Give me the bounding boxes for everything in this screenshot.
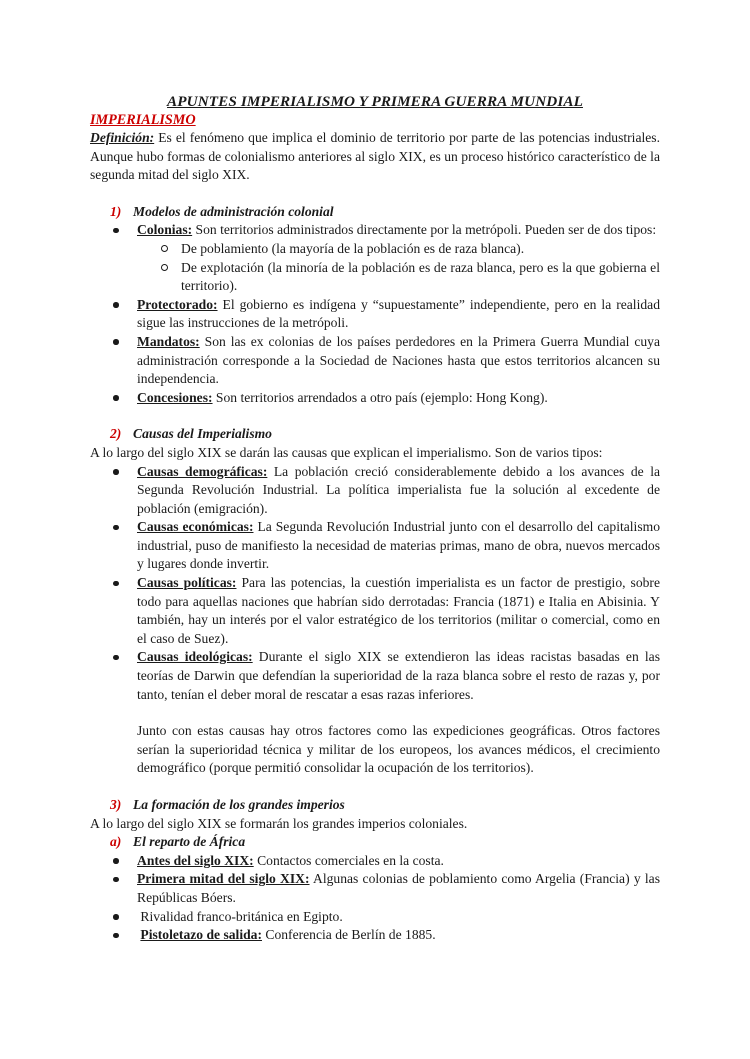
definition-paragraph — [90, 129, 660, 185]
item-label: Causas demográficas: — [137, 463, 268, 479]
list-item — [137, 221, 660, 295]
subsection-heading-3a — [110, 833, 660, 852]
list-item — [137, 908, 660, 927]
item-text: Contactos comerciales en la costa. — [253, 852, 444, 868]
list-item — [137, 463, 660, 519]
subsection-number: 3) — [110, 797, 122, 812]
sub-list-item: De poblamiento (la mayoría de la población es de raza blanca). — [181, 240, 660, 259]
subsection-heading-1 — [110, 203, 660, 222]
item-text: Son territorios arrendados a otro país (ejemplo: Hong Kong). — [212, 389, 548, 405]
section-title: IMPERIALISMO — [90, 112, 196, 128]
sub-list — [137, 240, 660, 296]
item-text: La Segunda Revolución Industrial junto con el desarrollo del capitalismo industrial, puso de manifiesto la necesidad de materias primas, mano de obra, nuevos mercados y lugares donde invertir. — [137, 519, 660, 572]
subsection-title: Causas del Imperialismo — [133, 426, 272, 442]
bullet-list — [90, 221, 660, 407]
item-label: Colonias: — [137, 222, 193, 238]
item-text: Rivalidad franco-británica en Egipto. — [140, 908, 343, 924]
subsection-heading-2 — [110, 425, 660, 444]
sub-list-item: De explotación (la minoría de la población es de raza blanca, pero es la que gobierna el territorio). — [181, 259, 660, 296]
item-label: Protectorado: — [137, 296, 218, 312]
document-title: APUNTES IMPERIALISMO Y PRIMERA GUERRA MUNDIAL — [167, 93, 583, 110]
list-item — [137, 926, 660, 945]
list-item — [137, 574, 660, 648]
subsection-title: Modelos de administración colonial — [133, 203, 334, 219]
item-text: Son territorios administrados directamente por la metrópoli. Pueden ser de dos tipos: — [192, 222, 657, 238]
intro-paragraph: A lo largo del siglo XIX se formarán los grandes imperios coloniales. — [90, 815, 468, 831]
item-text: Conferencia de Berlín de 1885. — [261, 927, 436, 943]
item-label: Causas ideológicas: — [137, 649, 253, 665]
item-text: Son las ex colonias de los países perdedores en la Primera Guerra Mundial cuya administración corresponde a la Sociedad de Naciones hasta que estos territorios alcancen su independencia. — [137, 333, 660, 387]
bullet-list — [90, 463, 660, 705]
definition-text: Es el fenómeno que implica el dominio de territorio por parte de las potencias industriales. Aunque hubo formas de colonialismo anteriores al siglo XIX, es un proceso histórico característico de la segunda mitad del siglo XIX. — [90, 130, 660, 183]
item-label: Mandatos: — [137, 333, 200, 349]
item-text: Durante el siglo XIX se extendieron las ideas racistas basadas en las teorías de Darwin que defendían la superioridad de la raza blanca sobre el resto de razas y, por tanto, tenían el deber moral de rescatar a esas razas inferiores. — [137, 649, 660, 702]
list-item — [137, 518, 660, 574]
subsection-heading-3 — [110, 796, 660, 815]
item-text: Para las potencias, la cuestión imperialista es un factor de prestigio, sobre todo para aquellas naciones que habrían sido derrotadas: Francia (1871) e Italia en Abisinia. Y también, hay un interés por el valor estratégico de los territorios (militar o comercial, como en el caso de Suez). — [137, 575, 660, 646]
list-item — [137, 389, 660, 408]
subsection-title: La formación de los grandes imperios — [133, 797, 345, 812]
list-item — [137, 852, 660, 871]
closing-paragraph: Junto con estas causas hay otros factores como las expediciones geográficas. Otros factores serían la superioridad técnica y militar de los europeos, los avances médicos, el crecimiento demográfico (porque permitió consolidar la ocupación de los territorios). — [137, 723, 660, 776]
item-text: El gobierno es indígena y “supuestamente” independiente, pero en la realidad sigue las instrucciones de la metrópoli. — [137, 296, 660, 331]
bullet-list — [90, 852, 660, 945]
subsection-number: 1) — [110, 203, 122, 219]
list-item — [137, 333, 660, 389]
list-item — [137, 870, 660, 907]
item-label: Concesiones: — [137, 389, 213, 405]
item-label: Pistoletazo de salida: — [140, 927, 262, 943]
list-item — [137, 296, 660, 333]
item-label: Antes del siglo XIX: — [137, 852, 254, 868]
list-item — [137, 648, 660, 704]
item-label: Causas políticas: — [137, 575, 237, 591]
item-label: Causas económicas: — [137, 519, 254, 535]
item-text: Algunas colonias de poblamiento como Argelia (Francia) y las Repúblicas Bóers. — [137, 871, 660, 905]
subsection-number: 2) — [110, 426, 122, 442]
intro-paragraph: A lo largo del siglo XIX se darán las causas que explican el imperialismo. Son de varios tipos: — [90, 444, 603, 460]
item-text: La población creció considerablemente debido a los avances de la Segunda Revolución Industrial. La política imperialista fue la solución al excedente de población (emigración). — [137, 463, 660, 516]
item-label: Primera mitad del siglo XIX: — [137, 871, 310, 887]
definition-label: Definición: — [90, 130, 155, 145]
subsection-letter: a) — [110, 834, 122, 850]
subsection-title: El reparto de África — [133, 834, 246, 850]
